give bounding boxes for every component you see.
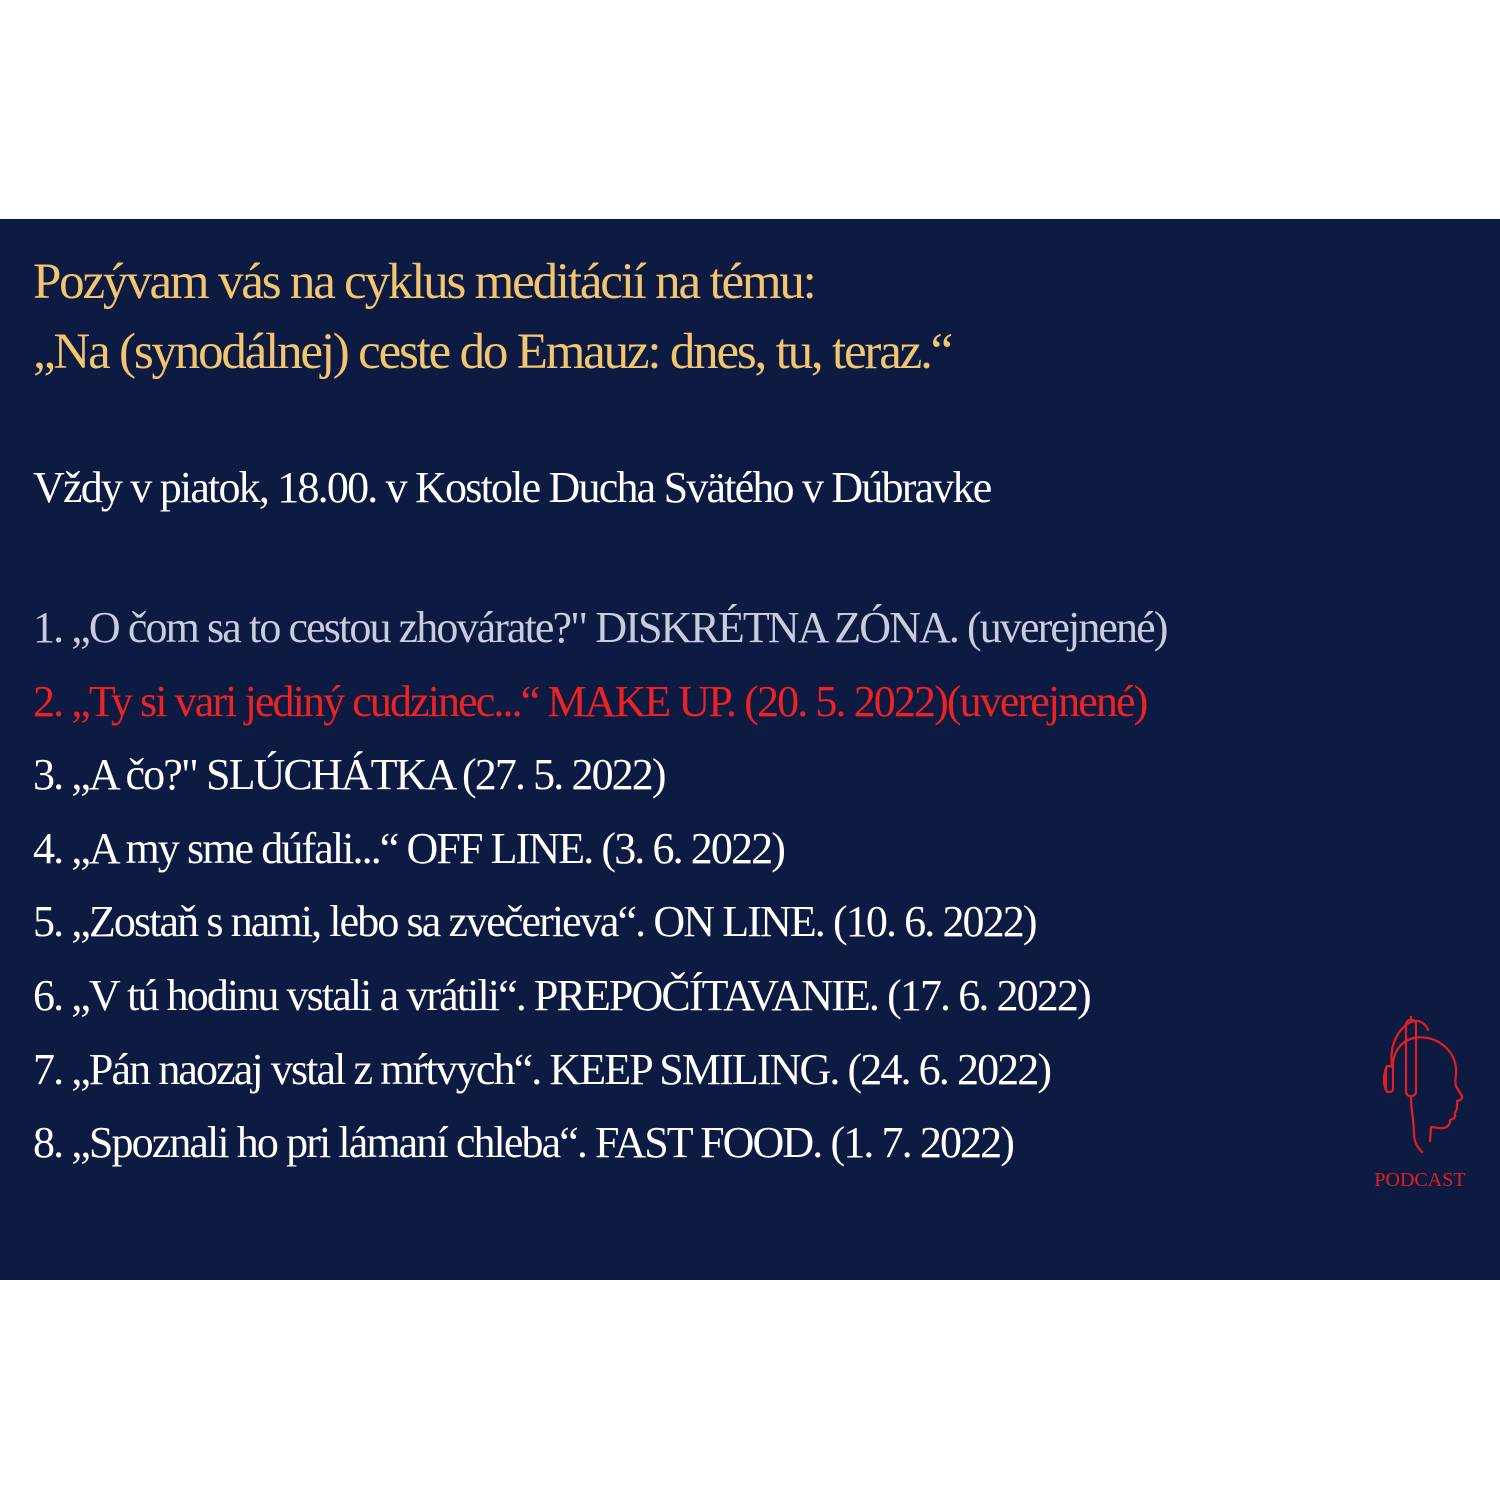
episode-item-6: 6. „V tú hodinu vstali a vrátili“. PREPOČÍTAVANIE. (17. 6. 2022) (33, 970, 1090, 1020)
episode-item-4: 4. „A my sme dúfali...“ OFF LINE. (3. 6. 2022) (33, 823, 784, 873)
episode-item-5: 5. „Zostaň s nami, lebo sa zvečerieva“. ON LINE. (10. 6. 2022) (33, 897, 1036, 947)
episode-item-1: 1. „O čom sa to cestou zhovárate?" DISKRÉTNA ZÓNA. (uverejnené) (33, 603, 1167, 652)
episode-list (33, 591, 1167, 1180)
podcast-label: PODCAST (1374, 1169, 1466, 1191)
schedule-info: Vždy v piatok, 18.00. v Kostole Ducha Svätého v Dúbravke (33, 463, 991, 512)
episode-item-8: 8. „Spoznali ho pri lámaní chleba“. FAST FOOD. (1. 7. 2022) (33, 1118, 1013, 1168)
head-with-headphones-icon (1370, 1016, 1470, 1166)
episode-item-3: 3. „A čo?" SLÚCHÁTKA (27. 5. 2022) (33, 750, 665, 800)
episode-item-2: 2. „Ty si vari jediný cudzinec...“ MAKE UP. (20. 5. 2022)(uverejnené) (33, 676, 1147, 726)
poster (0, 219, 1500, 1280)
podcast-badge (1362, 1016, 1478, 1201)
headline-line-2: „Na (synodálnej) ceste do Emauz: dnes, tu, teraz.“ (33, 324, 952, 380)
headline-line-1: Pozývam vás na cyklus meditácií na tému: (33, 254, 815, 310)
episode-item-7: 7. „Pán naozaj vstal z mŕtvych“. KEEP SMILING. (24. 6. 2022) (33, 1044, 1051, 1094)
headline (33, 247, 951, 387)
